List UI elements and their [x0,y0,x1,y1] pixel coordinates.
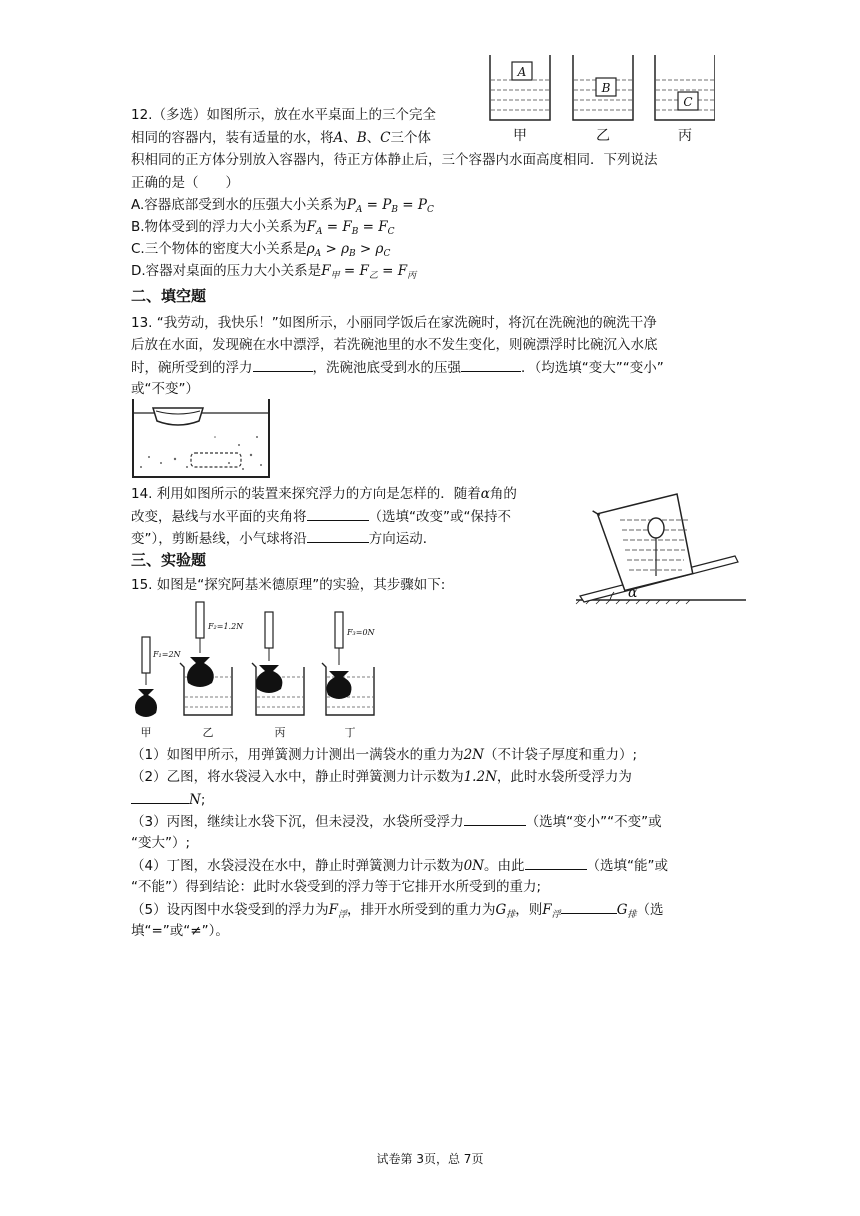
q14-line3: 变”），剪断悬线，小气球将沿 方向运动． [131,528,436,550]
fig15-label-yi: 乙 [202,726,214,739]
q14-blank-2[interactable] [307,528,369,543]
q14-line1: 14. 利用如图所示的装置来探究浮力的方向是怎样的．随着α角的 [131,486,517,502]
q12-line1: 12.（多选）如图所示，放在水平桌面上的三个完全 [131,107,436,123]
q13-blank-2[interactable] [461,357,521,372]
q15-step4: （4）丁图，水袋浸没在水中，静止时弹簧测力计示数为0N。由此 （选填“能”或 [131,855,668,877]
q14-blank-1[interactable] [307,506,369,521]
fig15-label-bing: 丙 [274,726,286,739]
q15-blank-2[interactable] [464,811,526,826]
q12-line2: 相同的容器内，装有适量的水，将A、B、C三个体 [131,130,432,146]
fig-label-jia: 甲 [513,128,527,144]
q15-line1: 15. 如图是“探究阿基米德原理”的实验，其步骤如下: [131,577,446,593]
q14-line2: 改变，悬线与水平面的夹角将 （选填“改变”或“保持不 [131,506,511,528]
q15-blank-1[interactable] [131,789,189,804]
q15-step3-cont: “变大”）; [131,835,191,851]
section-heading-fill-in: 二、填空题 [131,287,207,305]
q13-line4: 或“不变”） [131,381,199,397]
page-footer: 试卷第 3页，总 7页 [376,1152,484,1166]
q15-step3: （3）丙图，继续让水袋下沉，但未浸没，水袋所受浮力 （选填“变小”“不变”或 [131,811,662,833]
q13-line2: 后放在水面，发现碗在水中漂浮，若洗碗池里的水不发生变化，则碗漂浮时比碗沉入水底 [131,337,658,353]
force-label-1: F₁=2N [153,650,181,659]
angle-label: α [628,585,638,601]
q15-step2: （2）乙图，将水袋浸入水中，静止时弹簧测力计示数为1.2N，此时水袋所受浮力为 [131,769,632,785]
q12-option-a[interactable]: A.容器底部受到水的压强大小关系为$P_A = P_B = P_C$ [131,197,434,215]
fig-label-bing: 丙 [678,128,692,144]
tilted-beaker-figure [570,478,750,608]
q15-step5-cont: 填“=”或“≠”）。 [131,923,229,939]
q15-blank-4[interactable] [561,899,617,914]
q12-option-d[interactable]: D.容器对桌面的压力大小关系是$F_甲 = F_乙 = F_丙$ [131,263,417,281]
fig15-label-ding: 丁 [344,726,356,739]
force-label-3: F₃=0N [347,628,375,637]
q12-option-c[interactable]: C.三个物体的密度大小关系是$\rho_A > \rho_B > \rho_C$ [131,241,391,259]
fig-label-yi: 乙 [596,128,610,144]
q12-line4: 正确的是（ ） [131,175,239,191]
q15-step2-cont: N; [131,789,205,811]
archimedes-figure [128,597,393,742]
section-heading-experiment: 三、实验题 [131,551,207,569]
q12-option-b[interactable]: B.物体受到的浮力大小关系为$F_A = F_B = F_C$ [131,219,395,237]
sink-figure [131,397,271,479]
q12-line3: 积相同的正方体分别放入容器内，待正方体静止后，三个容器内水面高度相同．下列说法 [131,152,658,168]
force-label-2: F₂=1.2N [208,622,244,631]
q13-line1: 13. “我劳动，我快乐！”如图所示，小丽同学饭后在家洗碗时，将沉在洗碗池的碗洗干净 [131,315,657,331]
box-label-b: B [601,81,611,95]
q15-step1: （1）如图甲所示，用弹簧测力计测出一满袋水的重力为2N（不计袋子厚度和重力）; [131,747,638,763]
box-label-a: A [517,65,527,79]
q13-line3: 时，碗所受到的浮力 ，洗碗池底受到水的压强 ．（均选填“变大”“变小” [131,357,664,379]
q15-blank-3[interactable] [525,855,587,870]
q15-step4-cont: “不能”）得到结论：此时水袋受到的浮力等于它排开水所受到的重力; [131,879,542,895]
containers-figure [485,50,715,145]
q13-blank-1[interactable] [253,357,313,372]
q15-step5: （5）设丙图中水袋受到的浮力为$F_浮$，排开水所受到的重力为$G_排$，则$F_浮$ $G_排$（选 [131,899,664,926]
fig15-label-jia: 甲 [140,726,152,739]
box-label-c: C [683,95,693,109]
